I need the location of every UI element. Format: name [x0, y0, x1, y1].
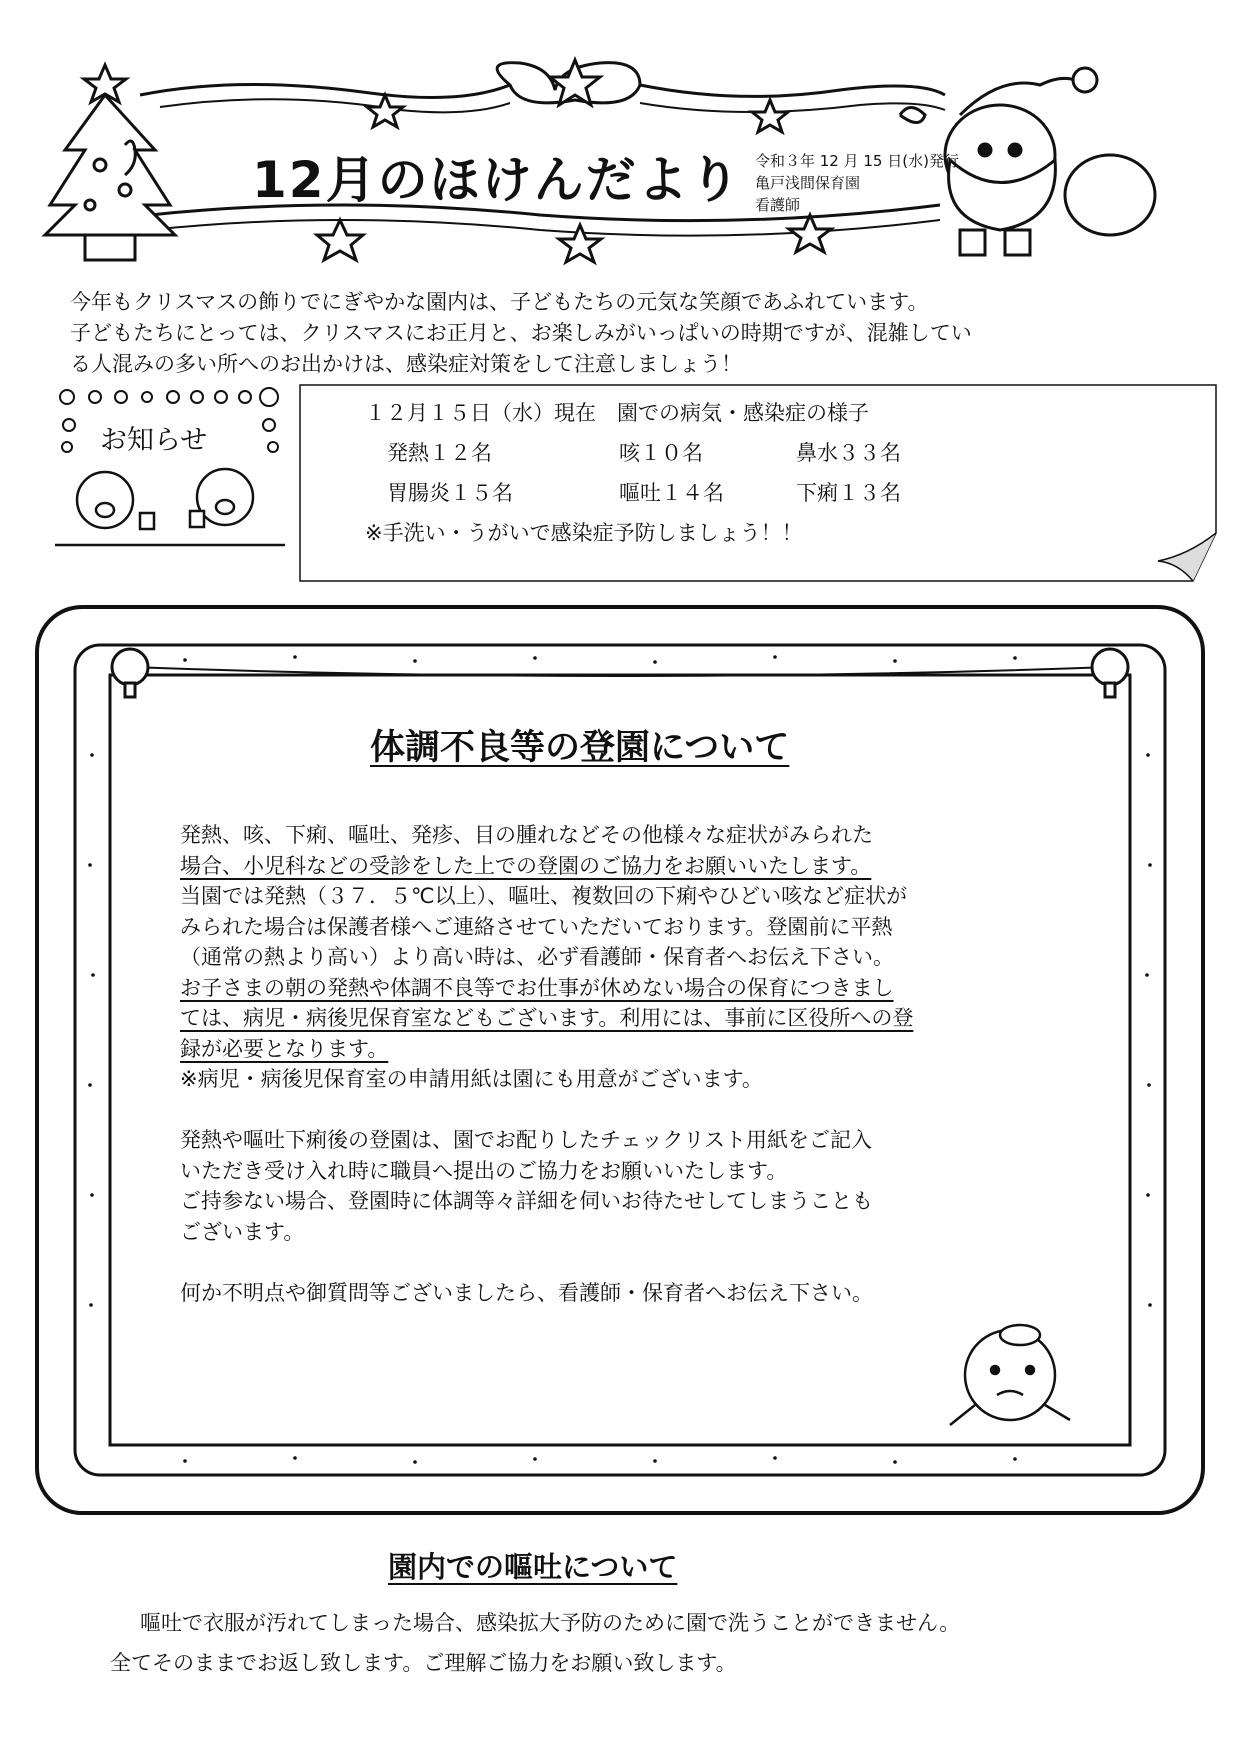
status-note: ※手洗い・うがいで感染症予防しましょう！！ — [365, 521, 803, 545]
christmas-tree-icon — [45, 95, 175, 260]
attendance-section-body — [180, 820, 1080, 1308]
status-gastroenteritis: 胃腸炎１５名 — [387, 481, 513, 505]
illness-status-text — [365, 393, 901, 553]
body-line — [180, 1095, 1080, 1126]
status-heading: １２月１５日（水）現在 園での病気・感染症の様子 — [365, 401, 869, 425]
body-line: 発熱、咳、下痢、嘔吐、発疹、目の腫れなどその他様々な症状がみられた — [180, 823, 873, 847]
body-line — [180, 1247, 1080, 1278]
status-row — [365, 433, 901, 473]
issue-info — [755, 150, 959, 216]
body-line: ございます。 — [180, 1219, 305, 1244]
intro-paragraph — [70, 287, 1190, 380]
vomit-section-body — [110, 1603, 1170, 1683]
status-row — [365, 473, 901, 513]
body-line: （通常の熱より高い）より高い時は、必ず看護師・保育者へお伝え下さい。 — [180, 945, 894, 969]
children-gargling-icon — [55, 469, 285, 545]
body-line: 発熱や嘔吐下痢後の登園は、園でお配りしたチェックリスト用紙をご記入 — [180, 1128, 872, 1152]
status-diarrhea: 下痢１３名 — [796, 481, 901, 505]
body-line: 場合、小児科などの受診をした上での登園のご協力をお願いいたします。 — [180, 853, 872, 878]
body-line: ては、病児・病後児保育室などもございます。利用には、事前に区役所への登 — [180, 1006, 914, 1030]
intro-line: 子どもたちにとっては、クリスマスにお正月と、お楽しみがいっぱいの時期ですが、混雑してい — [70, 321, 972, 345]
intro-line: 今年もクリスマスの飾りでにぎやかな園内は、子どもたちの元気な笑顔であふれています。 — [70, 290, 929, 314]
status-fever: 発熱１２名 — [387, 441, 492, 465]
issue-organization: 亀戸浅間保育園 — [755, 174, 861, 192]
body-line: 録が必要となります。 — [180, 1036, 389, 1061]
issue-author: 看護師 — [755, 196, 801, 214]
attendance-section-title: 体調不良等の登園について — [370, 728, 790, 768]
body-line: みられた場合は保護者様へご連絡させていただいております。登園前に平熱 — [180, 914, 893, 939]
newsletter-title: 12月のほけんだより — [252, 151, 742, 209]
body-line: 何か不明点や御質問等ございましたら、看護師・保育者へお伝え下さい。 — [180, 1280, 873, 1305]
status-cough: 咳１０名 — [619, 441, 703, 465]
body-line: 全てそのままでお返し致します。ご理解ご協力をお願い致します。 — [110, 1651, 737, 1675]
notice-thought-bubble-illustration — [55, 385, 285, 555]
vomit-section-title: 園内での嘔吐について — [388, 1550, 678, 1584]
status-runny-nose: 鼻水３３名 — [796, 441, 901, 465]
body-line: 嘔吐で衣服が汚れてしまった場合、感染拡大予防のために園で洗うことができません。 — [140, 1611, 961, 1635]
notice-label: お知らせ — [100, 425, 208, 456]
intro-line: る人混みの多い所へのお出かけは、感染症対策をして注意しましょう！ — [70, 352, 742, 376]
body-line: ご持参ない場合、登園時に体調等々詳細を伺いお待たせしてしまうことも — [180, 1189, 873, 1213]
issue-date: 令和３年 12 月 15 日(水)発行 — [755, 152, 959, 170]
body-line: いただき受け入れ時に職員へ提出のご協力をお願いいたします。 — [180, 1158, 788, 1183]
status-vomiting: 嘔吐１４名 — [619, 481, 724, 505]
body-line: 当園では発熱（３７．５℃以上）、嘔吐、複数回の下痢やひどい咳など症状が — [180, 884, 908, 908]
body-line: ※病児・病後児保育室の申請用紙は園にも用意がございます。 — [180, 1067, 763, 1091]
body-line: お子さまの朝の発熱や体調不良等でお仕事が休めない場合の保育につきまし — [180, 975, 894, 1000]
